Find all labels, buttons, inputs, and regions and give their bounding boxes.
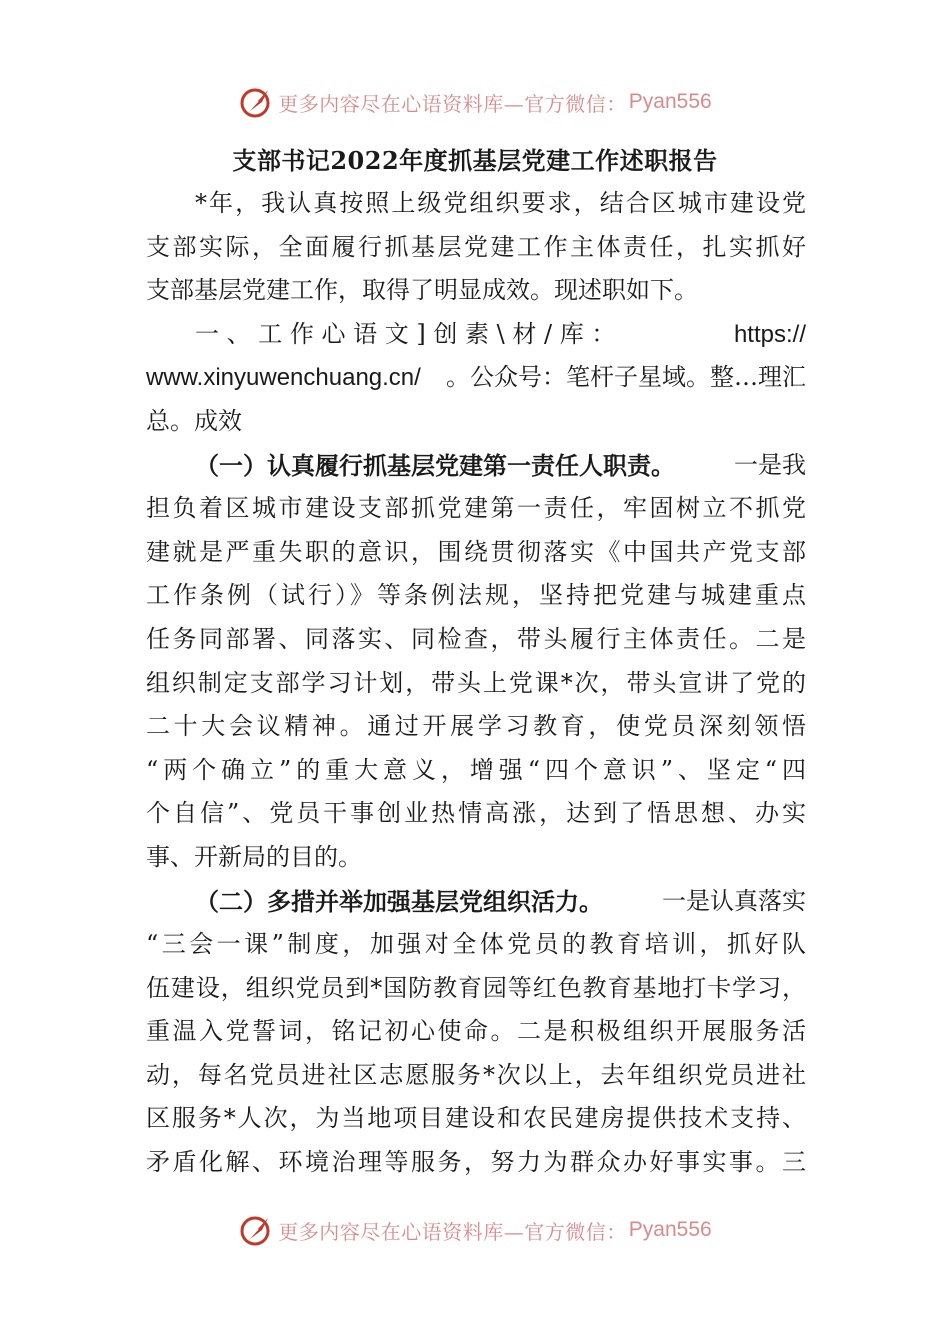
banner-text: 更多内容尽在心语资料库—官方微信： xyxy=(278,91,627,116)
text-line: 事、开新局的目的。 xyxy=(146,842,362,871)
watermark-banner-bottom xyxy=(0,1210,950,1250)
text-line: 个自信”、党员干事创业热情高涨，达到了悟思想、办实 xyxy=(146,799,806,828)
text-line: 区服务*人次，为当地项目建设和农民建房提供技术支持、 xyxy=(146,1104,806,1133)
text-line: 二十大会议精神。通过开展学习教育，使党员深刻领悟 xyxy=(146,712,806,741)
text-line: 矛盾化解、环境治理等服务，努力为群众办好事实事。三 xyxy=(146,1148,806,1177)
text-line: 组织制定支部学习计划，带头上党课*次，带头宣讲了党的 xyxy=(146,668,806,697)
subheading-2: （二）多措并举加强基层党组织活力。 xyxy=(195,886,603,916)
watermark-banner-top xyxy=(0,82,950,122)
text-line: 工作条例（试行）》等条例法规，坚持把党建与城建重点 xyxy=(146,581,806,610)
text-line: “三会一课”制度，加强对全体党员的教育培训，抓好队 xyxy=(146,930,806,959)
text-line: 担负着区城市建设支部抓党建第一责任，牢固树立不抓党 xyxy=(146,494,806,523)
text-line: *年，我认真按照上级党组织要求，结合区城市建设党 xyxy=(195,189,806,217)
url-domain: www.xinyuwenchuang.cn/ xyxy=(146,364,421,392)
quill-logo-icon xyxy=(238,1212,274,1248)
text-line: 建就是严重失职的意识，围绕贯彻落实《中国共产党支部 xyxy=(146,537,806,566)
section-heading-text: 一 、 工 作 心 语 文 ] 创 素 \ 材 / 库 ： xyxy=(195,319,616,348)
text-segment: 一是我 xyxy=(734,450,806,479)
text-line: 伍建设，组织党员到*国防教育园等红色教育基地打卡学习， xyxy=(146,973,806,1002)
subheading-1: （一）认真履行抓基层党建第一责任人职责。 xyxy=(195,450,675,480)
text-segment: 一是认真落实 xyxy=(662,886,806,915)
text-line: 任务同部署、同落实、同检查，带头履行主体责任。二是 xyxy=(146,624,806,653)
text-line xyxy=(146,444,806,488)
text-line: 支部实际，全面履行抓基层党建工作主体责任，扎实抓好 xyxy=(146,232,806,261)
text-line: 重温入党誓词，铭记初心使命。二是积极组织开展服务活 xyxy=(146,1017,806,1046)
url-prefix: https:// xyxy=(733,320,806,348)
text-line: 支部基层党建工作，取得了明显成效。现述职如下。 xyxy=(146,276,698,305)
text-line xyxy=(146,356,806,400)
text-line: 总。成效 xyxy=(146,406,242,435)
text-line xyxy=(146,880,806,924)
text-line xyxy=(146,313,806,357)
banner-wechat-id: Pyan556 xyxy=(628,1218,712,1241)
banner-wechat-id: Pyan556 xyxy=(628,90,712,113)
text-line: “两个确立”的重大意义，增强“四个意识”、坚定“四 xyxy=(146,755,806,784)
banner-text: 更多内容尽在心语资料库—官方微信： xyxy=(278,1219,627,1244)
text-segment: 。公众号：笔杆子星域。整…理汇 xyxy=(446,363,806,392)
text-line: 动，每名党员进社区志愿服务*次以上，去年组织党员进社 xyxy=(146,1060,806,1089)
document-title: 支部书记2022年度抓基层党建工作述职报告 xyxy=(232,146,718,175)
document-body xyxy=(146,182,806,1185)
quill-logo-icon xyxy=(238,84,274,120)
